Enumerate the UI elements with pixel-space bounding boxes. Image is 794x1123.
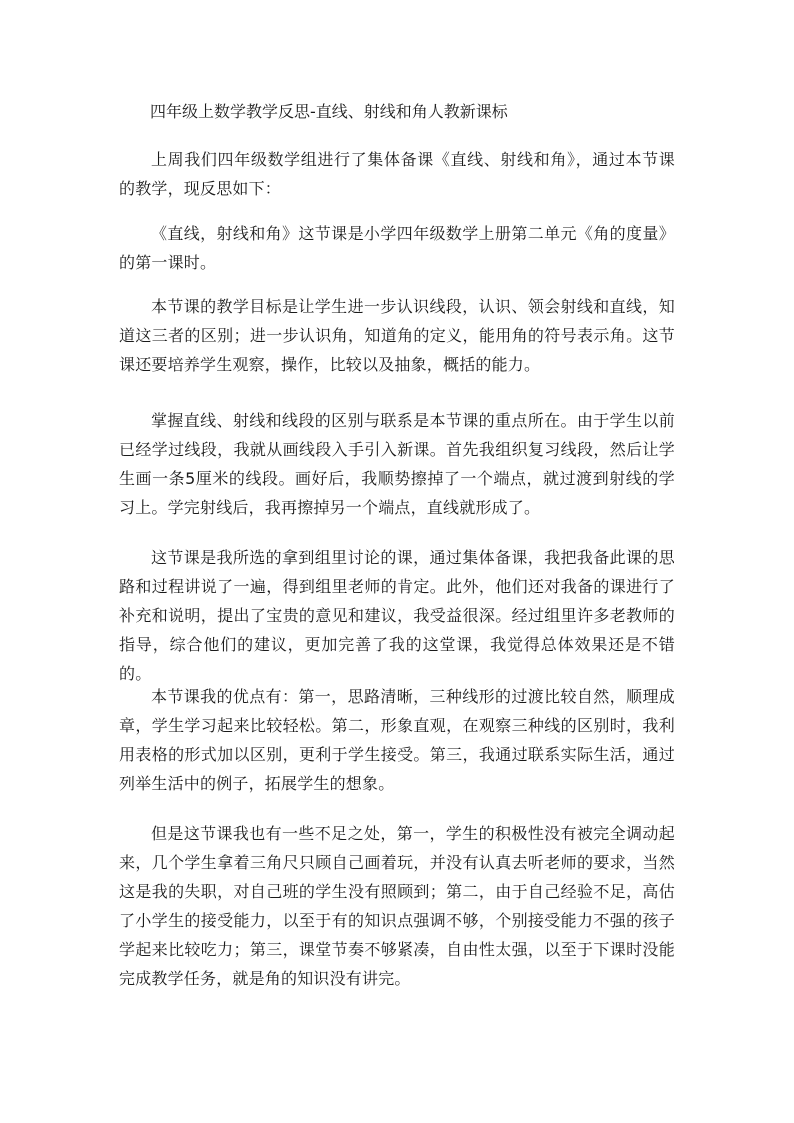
document-title: 四年级上数学教学反思-直线、射线和角人教新课标	[150, 102, 508, 121]
paragraph-intro: 上周我们四年级数学组进行了集体备课《直线、射线和角》，通过本节课的教学，现反思如下：	[119, 150, 675, 198]
paragraph-teaching-goals: 本节课的教学目标是让学生进一步认识线段，认识、领会射线和直线，知道这三者的区别；进一步认识角，知道角的定义，能用角的符号表示角。这节课还要培养学生观察，操作，比较以及抽象，概括的能力。	[119, 297, 675, 374]
paragraph-strengths: 本节课我的优点有：第一，思路清晰，三种线形的过渡比较自然，顺理成章，学生学习起来比较轻松。第二，形象直观，在观察三种线的区别时，我利用表格的形式加以区别，更利于学生接受。第三，我通过联系实际生活，通过列举生活中的例子，拓展学生的想象。	[119, 687, 675, 793]
paragraph-key-points: 掌握直线、射线和线段的区别与联系是本节课的重点所在。由于学生以前已经学过线段，我就从画线段入手引入新课。首先我组织复习线段，然后让学生画一条5厘米的线段。画好后，我顺势擦掉了一个端点，就过渡到射线的学习上。学完射线后，我再擦掉另一个端点，直线就形成了。	[119, 411, 675, 517]
paragraph-shortcomings: 但是这节课我也有一些不足之处，第一，学生的积极性没有被完全调动起来，几个学生拿着三角尺只顾自己画着玩，并没有认真去听老师的要求，当然这是我的失职，对自己班的学生没有照顾到；第二，由于自己经验不足，高估了小学生的接受能力，以至于有的知识点强调不够，个别接受能力不强的孩子学起来比较吃力；第三，课堂节奏不够紧凑，自由性太强，以至于下课时没能完成教学任务，就是角的知识没有讲完。	[119, 824, 675, 988]
paragraph-lesson-context: 《直线，射线和角》这节课是小学四年级数学上册第二单元《角的度量》的第一课时。	[119, 224, 675, 272]
paragraph-group-preparation: 这节课是我所选的拿到组里讨论的课，通过集体备课，我把我备此课的思路和过程讲说了一遍，得到组里老师的肯定。此外，他们还对我备的课进行了补充和说明，提出了宝贵的意见和建议，我受益很深。经过组里许多老教师的指导，综合他们的建议，更加完善了我的这堂课，我觉得总体效果还是不错的。	[119, 548, 675, 683]
